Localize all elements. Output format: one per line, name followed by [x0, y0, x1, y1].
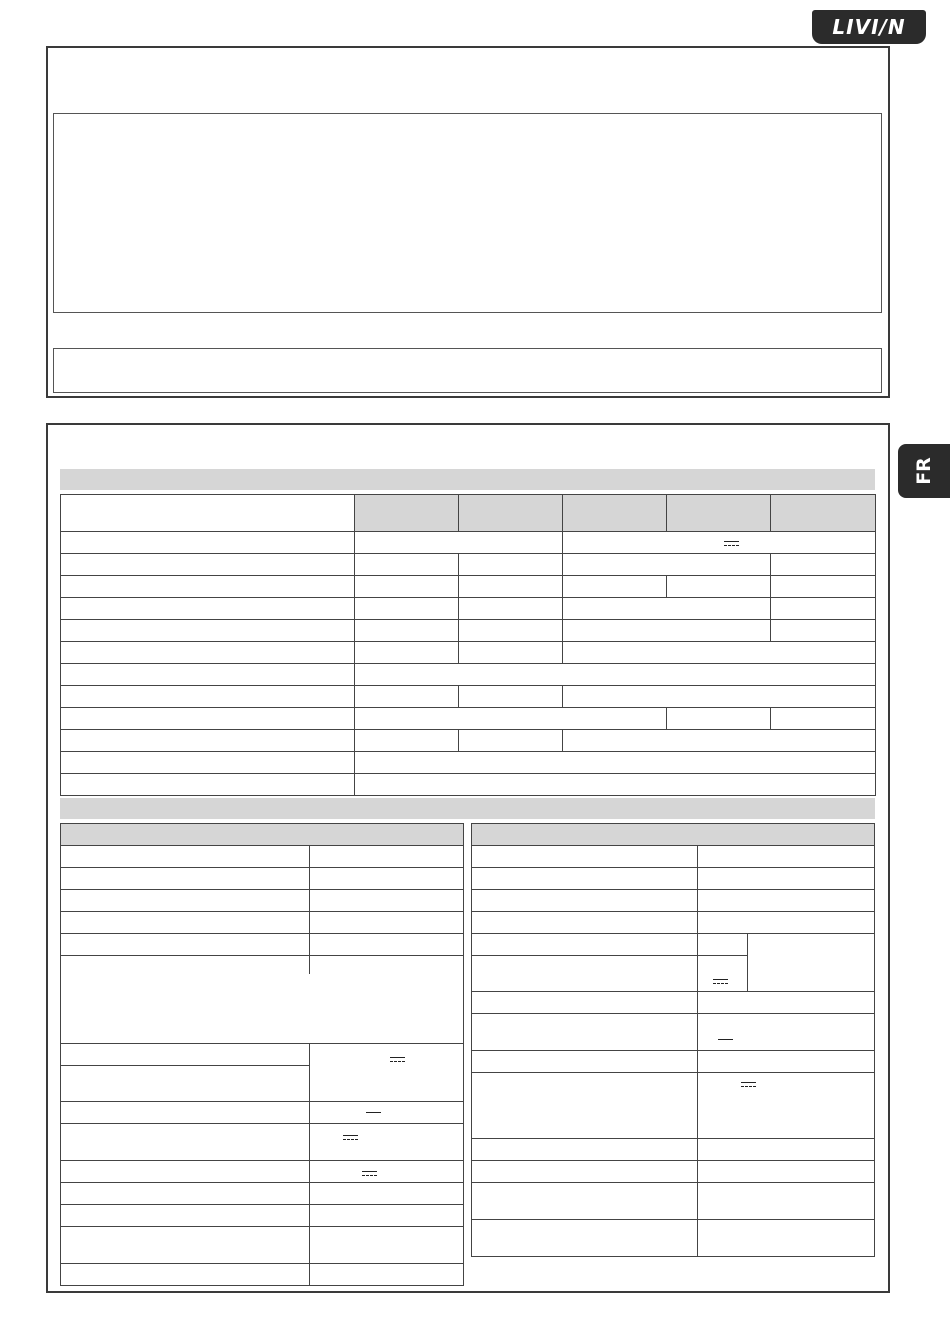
- dc-current-symbol: [390, 1057, 405, 1062]
- table-row: [61, 495, 876, 532]
- right-spec-table: [471, 823, 875, 1257]
- table-row: [61, 642, 876, 664]
- dc-current-symbol: [724, 541, 739, 546]
- brand-label: LIVI/N: [832, 15, 906, 39]
- table-row: [472, 1051, 875, 1073]
- table-row: [61, 708, 876, 730]
- table-row: [61, 554, 876, 576]
- table-row: [61, 1205, 464, 1227]
- dc-current-symbol: [713, 979, 728, 984]
- dc-current-symbol: [343, 1135, 358, 1140]
- table-row: [472, 1161, 875, 1183]
- table-row: [472, 1183, 875, 1220]
- table-row: [472, 1139, 875, 1161]
- table-row: [61, 686, 876, 708]
- table-row: [61, 576, 876, 598]
- table-row: [61, 1227, 464, 1264]
- table-row: [61, 1102, 464, 1124]
- table-row: [61, 1264, 464, 1286]
- table-row: [61, 1124, 464, 1161]
- table-row: [61, 532, 876, 554]
- table-row: [472, 1220, 875, 1257]
- spec-table-band: [60, 469, 875, 490]
- table-row: [61, 868, 464, 890]
- ac-current-symbol: [718, 1039, 733, 1040]
- dc-current-symbol: [741, 1082, 756, 1087]
- ac-current-symbol: [366, 1112, 381, 1113]
- dc-current-symbol: [362, 1171, 377, 1176]
- table-row: [61, 956, 464, 1044]
- language-label: FR: [912, 457, 935, 485]
- table-row: [61, 824, 464, 846]
- language-tab: [898, 444, 950, 498]
- table-row: [61, 1183, 464, 1205]
- table-row: [61, 912, 464, 934]
- table-row: [472, 1073, 875, 1139]
- top-note-box: [53, 348, 882, 393]
- accessories-band: [60, 798, 875, 819]
- table-row: [61, 598, 876, 620]
- table-row: [472, 846, 875, 868]
- table-row: [61, 934, 464, 956]
- table-row: [61, 620, 876, 642]
- table-row: [472, 824, 875, 846]
- table-row: [61, 752, 876, 774]
- table-row: [61, 846, 464, 868]
- table-row: [61, 1161, 464, 1183]
- table-row: [61, 1044, 464, 1066]
- table-row: [61, 774, 876, 796]
- table-row: [61, 730, 876, 752]
- spec-table: [60, 494, 876, 796]
- table-row: [472, 912, 875, 934]
- cell-divider: [309, 954, 310, 974]
- left-spec-table: [60, 823, 464, 1286]
- brand-tab: [812, 10, 926, 44]
- table-row: [61, 890, 464, 912]
- table-row: [472, 868, 875, 890]
- table-row: [472, 1014, 875, 1051]
- table-row: [61, 664, 876, 686]
- table-row: [472, 934, 875, 956]
- table-row: [472, 992, 875, 1014]
- top-inner-box: [53, 113, 882, 313]
- table-row: [472, 890, 875, 912]
